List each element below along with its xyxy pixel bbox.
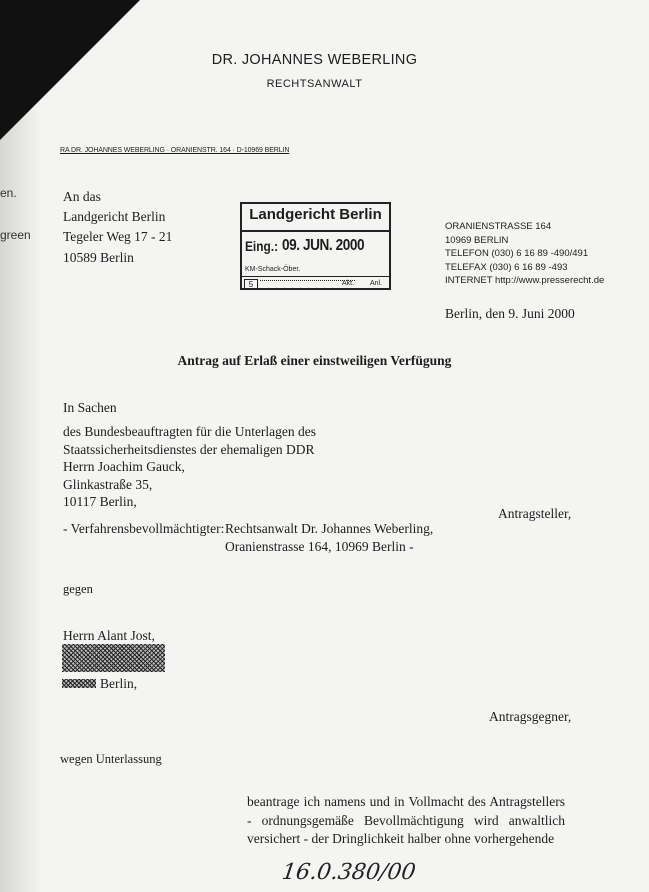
handwritten-reference: 16.0.380/00 (280, 860, 418, 885)
contact-line: TELEFAX (030) 6 16 89 -493 (445, 261, 568, 273)
in-sachen-label: In Sachen (63, 400, 117, 415)
representative-line: Rechtsanwalt Dr. Johannes Weberling, (225, 521, 434, 536)
letterhead-title: RECHTSANWALT (266, 78, 363, 90)
contact-line: ORANIENSTRASSE 164 (445, 221, 552, 232)
respondent-name: Herrn Alant Jost, (63, 628, 155, 643)
gegen-label: gegen (63, 582, 93, 596)
applicant-line: Staatssicherheitsdienstes der ehemaligen DDR (63, 441, 315, 457)
recipient-line: An das (63, 189, 101, 204)
stamp-count-row (242, 276, 389, 291)
sender-line: RA DR. JOHANNES WEBERLING · ORANIENSTR. 164 · D-10969 BERLIN (60, 147, 290, 154)
stamp-date: 09. JUN. 2000 (282, 237, 365, 254)
representative-line: Oranienstrasse 164, 10969 Berlin - (225, 539, 414, 554)
recipient-line: Landgericht Berlin (63, 209, 166, 224)
applicant-role: Antragsteller, (498, 506, 572, 521)
stamp-title: Landgericht Berlin (249, 206, 382, 223)
contact-line: 10969 BERLIN (445, 234, 509, 246)
respondent-city: Berlin, (100, 676, 138, 691)
stamp-anl-label: Anl. (370, 280, 383, 287)
received-stamp (240, 202, 391, 290)
recipient-address (63, 187, 172, 268)
margin-fragment: en. (0, 186, 17, 200)
folded-corner (0, 0, 140, 140)
document-subject: Antrag auf Erlaß einer einstweiligen Verfügung (177, 353, 452, 368)
redacted-postcode (62, 679, 96, 688)
stamp-akt-field (260, 280, 355, 281)
stamp-divider (242, 230, 389, 232)
applicant-block (63, 423, 316, 511)
contact-line: INTERNET http://www.presserecht.de (445, 275, 605, 287)
representative-label: - Verfahrensbevollmächtigter: (63, 521, 225, 536)
contact-line: TELEFON (030) 6 16 89 -490/491 (445, 248, 589, 260)
wegen-label: wegen Unterlassung (60, 752, 162, 766)
recipient-line: Tegeler Weg 17 - 21 (63, 229, 173, 244)
recipient-line: 10589 Berlin (63, 250, 134, 265)
respondent-role: Antragsgegner, (489, 709, 572, 724)
date-line: Berlin, den 9. Juni 2000 (445, 306, 575, 321)
margin-fragment: green (0, 228, 31, 242)
stamp-km-line: KM-Schack-Öber. (245, 266, 301, 273)
applicant-line: Glinkastraße 35, (63, 476, 153, 492)
stamp-eing-label: Eing.: (245, 238, 279, 254)
body-paragraph: beantrage ich namens und in Vollmacht des Antragstellers - ordnungsgemäße Bevollmächtigung wird anwaltlich versichert - der Dringlichkeit halber ohne vorhergehende (247, 794, 565, 846)
letterhead-name: DR. JOHANNES WEBERLING (211, 52, 418, 68)
contact-block (445, 220, 604, 288)
applicant-line: Herrn Joachim Gauck, (63, 459, 185, 474)
stamp-akt-label: Akt. (342, 280, 355, 287)
applicant-line: des Bundesbeauftragten für die Unterlagen des (63, 424, 317, 439)
stamp-count: 5 (244, 279, 258, 290)
redacted-street (62, 644, 165, 672)
applicant-line: 10117 Berlin, (63, 494, 137, 509)
